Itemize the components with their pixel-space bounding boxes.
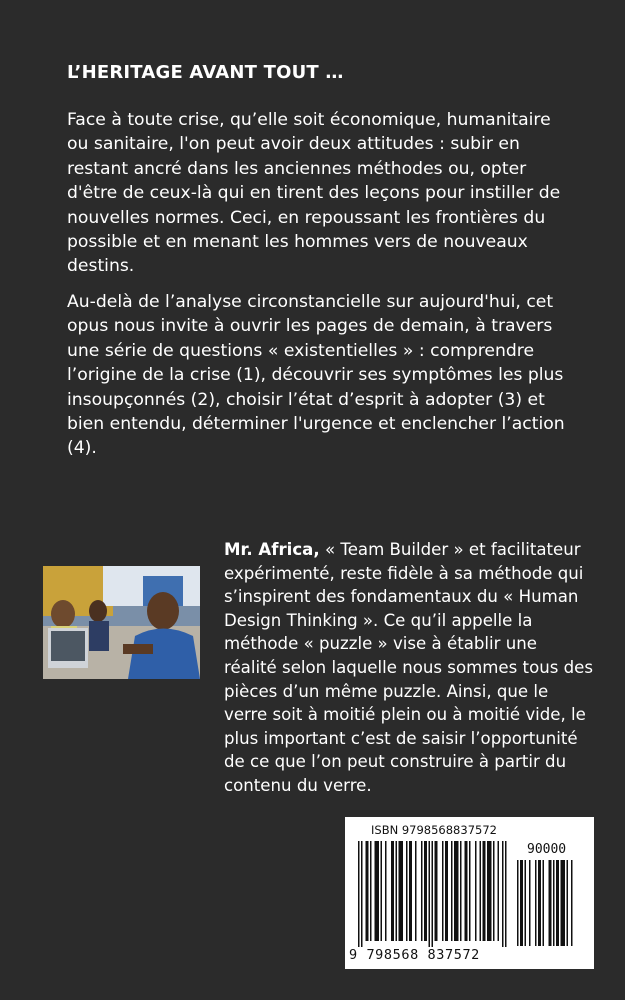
paragraph-intro: Face à toute crise, qu’elle soit économique, humanitaire ou sanitaire, l'on peut avoir deux attitudes : subir en restant ancré dans les anciennes méthodes ou, opter d'être de ceux-là qui en tirent des leçons pour instiller de nouvelles normes. Ceci, en repoussant les frontières du possible et en menant les hommes vers de nouveaux destins. (67, 110, 561, 277)
barcode-bar (409, 841, 412, 941)
barcode-bar (424, 841, 427, 941)
isbn-digits: 9 798568 837572 (349, 947, 480, 963)
barcode-bar (475, 841, 477, 941)
barcode-bar (556, 860, 559, 946)
barcode-bar (429, 841, 431, 947)
barcode-bar (535, 860, 537, 946)
barcode-bar (549, 860, 552, 946)
barcode-bar (375, 841, 380, 941)
price-code: 90000 (527, 842, 567, 857)
barcode-bar (517, 860, 519, 946)
barcode-bar (520, 860, 523, 946)
barcode-bar (399, 841, 404, 941)
barcode-bar (358, 841, 360, 947)
barcode-bar (538, 860, 541, 946)
barcode-bar (498, 841, 500, 941)
barcode-bar (435, 841, 438, 941)
barcode-bar (571, 860, 573, 946)
barcode-bar (493, 841, 495, 941)
barcode-bar (421, 841, 423, 941)
barcode-bar (553, 860, 555, 946)
author-bio-text: « Team Builder » et facilitateur expérimenté, reste fidèle à sa méthode qui s’inspirent des fondamentaux du « Human Design Thinking ». Ce qu’il appelle la méthode « puzzle » vise à établir une réalité selon laquelle nous sommes tous des pièces d’un même puzzle. Ainsi, que le verre soit à moitié plein ou à moitié vide, le plus important c’est de saisir l’opportunité de ce que l’on peut construire à partir du contenu du verre. (224, 540, 594, 795)
isbn-barcode (345, 817, 594, 969)
barcode-addon-bars (517, 860, 579, 948)
barcode-bar (445, 841, 448, 941)
barcode-bar (385, 841, 387, 941)
barcode-bar (567, 860, 569, 946)
barcode-bar (502, 841, 504, 947)
author-name: Mr. Africa, (224, 540, 320, 559)
barcode-bar (451, 841, 453, 941)
barcode-bar (442, 841, 444, 941)
paragraph-summary: Au-delà de l’analyse circonstancielle sur aujourd'hui, cet opus nous invite à ouvrir les pages de demain, à travers une série de questions « existentielles » : comprendre l’origine de la crise (1), découvrir ses symptômes les plus insoupçonnés (2), choisir l’état d’esprit à adopter (3) et bien entendu, déterminer l'urgence et enclencher l’action (4). (67, 292, 565, 459)
barcode-bar (505, 841, 507, 947)
barcode-bar (454, 841, 459, 941)
barcode-bar (370, 841, 372, 941)
author-photo (43, 566, 200, 679)
barcode-bar (465, 841, 468, 941)
barcode-bar (415, 841, 417, 941)
isbn-label: ISBN 9798568837572 (371, 823, 497, 837)
barcode-bar (469, 841, 471, 941)
barcode-bar (480, 841, 482, 941)
barcode-bar (391, 841, 394, 941)
barcode-bar (483, 841, 486, 941)
barcode-bar (406, 841, 408, 941)
barcode-bar (487, 841, 492, 941)
barcode-bar (561, 860, 566, 946)
barcode-bar (529, 860, 531, 946)
barcode-bars (358, 841, 514, 949)
barcode-bar (460, 841, 462, 941)
author-bio (224, 538, 594, 798)
barcode-bar (543, 860, 545, 946)
barcode-bar (361, 841, 363, 947)
barcode-bar (396, 841, 398, 941)
barcode-bar (381, 841, 383, 941)
back-cover-title: L’HERITAGE AVANT TOUT … (67, 62, 344, 83)
barcode-bar (432, 841, 434, 947)
barcode-bar (366, 841, 369, 941)
barcode-bar (525, 860, 527, 946)
